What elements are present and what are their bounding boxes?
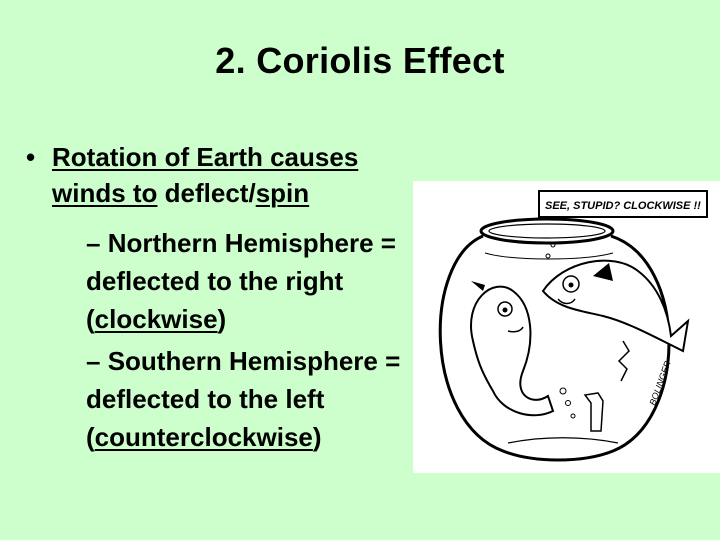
bullet-text-part: spin: [255, 178, 310, 208]
subbullet-southern-line2: deflected to the left: [86, 384, 325, 414]
paren-word: counterclockwise: [94, 422, 313, 452]
subbullet-northern: [86, 226, 396, 260]
paren-word: clockwise: [94, 304, 218, 334]
bowl-rim: [481, 219, 613, 243]
subbullet-southern-line3: (counterclockwise): [86, 422, 322, 452]
subbullet-northern-line2: deflected to the right: [86, 266, 344, 296]
bullet-text-part: Rotation of Earth causes: [52, 142, 359, 172]
bullet-line-2: [52, 176, 309, 210]
bullet-text-part: deflect/: [157, 178, 256, 208]
bullet-text-part: winds to: [52, 178, 158, 208]
fish-left: [471, 281, 553, 415]
speech-text: SEE, STUPID? CLOCKWISE !!: [545, 200, 701, 212]
fishbowl-cartoon-drawing: [413, 181, 720, 473]
subbullet-text: Northern Hemisphere =: [107, 228, 396, 258]
bullet-symbol: •: [26, 142, 36, 172]
subbullet-text: Southern Hemisphere =: [107, 346, 401, 376]
subbullet-southern: [86, 344, 400, 378]
bullet-line-1: [52, 140, 358, 174]
dash-symbol: –: [86, 228, 101, 258]
slide-title: 2. Coriolis Effect: [215, 40, 505, 81]
dash-symbol: –: [86, 346, 101, 376]
cartoon-signature: BOLINGER: [647, 359, 673, 407]
fishbowl-cartoon: [413, 181, 720, 473]
subbullet-northern-line3: (clockwise): [86, 304, 227, 334]
